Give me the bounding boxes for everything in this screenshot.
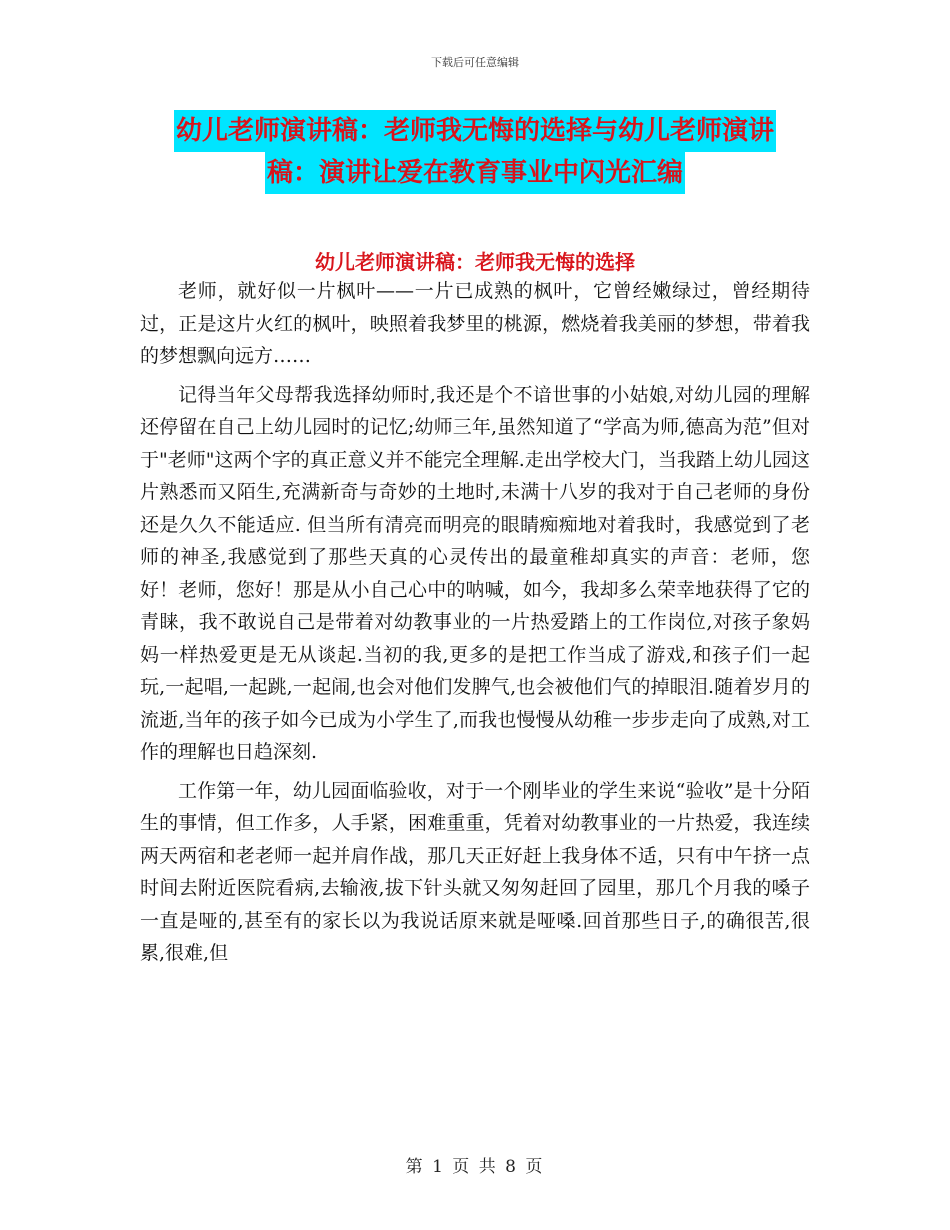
- paragraph: 工作第一年，幼儿园面临验收，对于一个刚毕业的学生来说“验收”是十分陌生的事情，但工作多，人手紧，困难重重，凭着对幼教事业的一片热爱，我连续两天两宿和老老师一起并肩作战，那几天正好赶上我身体不适，只有中午挤一点时间去附近医院看病,去输液,拔下针头就又匆匆赶回了园里，那几个月我的嗓子一直是哑的,甚至有的家长以为我说话原来就是哑嗓.回首那些日子,的确很苦,很累,很难,但: [140, 779, 810, 964]
- document-title-line-1: 幼儿老师演讲稿：老师我无悔的选择与幼儿老师演讲: [174, 110, 776, 152]
- paragraph: 记得当年父母帮我选择幼师时,我还是个不谙世事的小姑娘,对幼儿园的理解还停留在自己上幼儿园时的记忆;幼师三年,虽然知道了“学高为师,德高为范”但对于"老师"这两个字的真正意义并不能完全理解.走出学校大门，当我踏上幼儿园这片熟悉而又陌生,充满新奇与奇妙的土地时,未满十八岁的我对于自己老师的身份还是久久不能适应. 但当所有清亮而明亮的眼睛痴痴地对着我时，我感觉到了老师的神圣,我感觉到了那些天真的心灵传出的最童稚却真实的声音：老师，您好！老师，您好！那是从小自己心中的呐喊，如今，我却多么荣幸地获得了它的青睐，我不敢说自己是带着对幼教事业的一片热爱踏上的工作岗位,对孩子象妈妈一样热爱更是无从谈起.当初的我,更多的是把工作当成了游戏,和孩子们一起玩,一起唱,一起跳,一起闹,也会对他们发脾气,也会被他们气的掉眼泪.随着岁月的流逝,当年的孩子如今已成为小学生了,而我也慢慢从幼稚一步步走向了成熟,对工作的理解也日趋深刻.: [140, 383, 810, 763]
- section-heading: 幼儿老师演讲稿：老师我无悔的选择: [315, 250, 635, 274]
- body-text: [140, 275, 810, 970]
- page-footer: 第 1 页 共 8 页: [405, 1157, 545, 1177]
- document-title: [140, 110, 810, 194]
- page-header-note: 下载后可任意编辑: [431, 56, 519, 69]
- document-title-line-2: 稿：演讲让爱在教育事业中闪光汇编: [265, 152, 685, 194]
- paragraph: 老师，就好似一片枫叶——一片已成熟的枫叶，它曾经嫩绿过，曾经期待过，正是这片火红的枫叶，映照着我梦里的桃源，燃烧着我美丽的梦想，带着我的梦想飘向远方……: [140, 280, 810, 367]
